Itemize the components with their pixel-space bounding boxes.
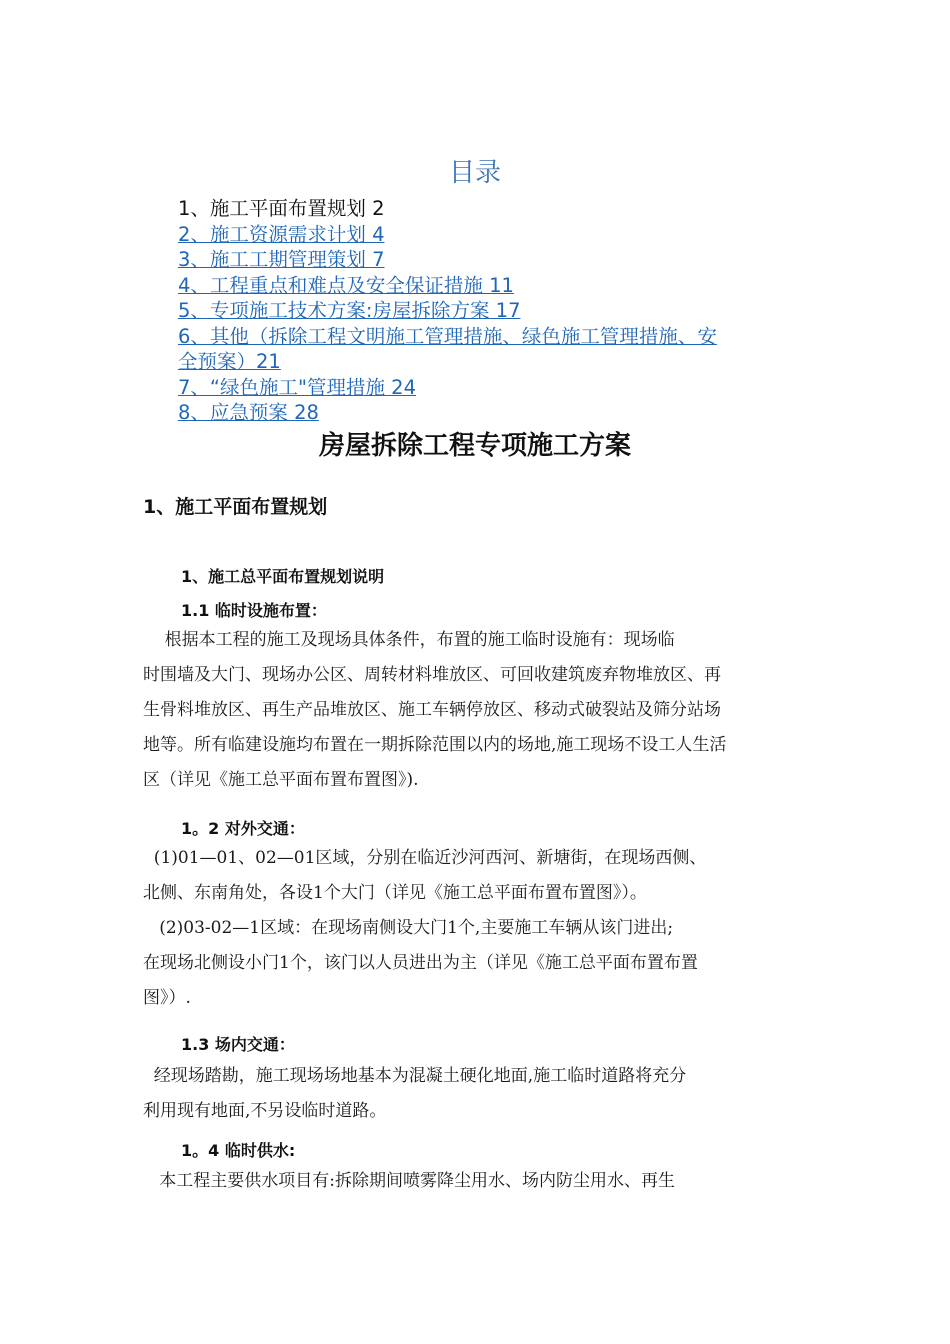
toc-link-6-cont[interactable]: 全预案）21	[178, 350, 281, 373]
text-line: 生骨料堆放区、再生产品堆放区、施工车辆停放区、移动式破裂站及筛分站场	[143, 700, 721, 720]
subsection-heading: 1、施工总平面布置规划说明	[181, 567, 385, 586]
toc-link-2[interactable]: 2、施工资源需求计划 4	[178, 222, 385, 246]
toc-link-6[interactable]: 6、其他（拆除工程文明施工管理措施、绿色施工管理措施、安	[178, 324, 717, 348]
heading-1-3: 1.3 场内交通：	[181, 1035, 295, 1054]
heading-1-1: 1.1 临时设施布置：	[181, 601, 327, 620]
text-line: 地等。所有临建设施均布置在一期拆除范围以内的场地,施工现场不设工人生活	[143, 735, 727, 755]
text-line: 利用现有地面,不另设临时道路。	[143, 1101, 387, 1121]
table-of-contents	[178, 196, 818, 426]
text-line: 时围墙及大门、现场办公区、周转材料堆放区、可回收建筑废弃物堆放区、再	[143, 665, 721, 685]
document-title: 房屋拆除工程专项施工方案	[318, 431, 631, 461]
text-line: (1)01—01、02—01区域，分别在临近沙河西河、新塘街，在现场西侧、	[143, 848, 707, 868]
text-line: 北侧、东南角处，各设1个大门（详见《施工总平面布置布置图》）。	[143, 883, 647, 903]
section-heading: 1、施工平面布置规划	[143, 496, 328, 518]
text-line: 在现场北侧设小门1个，该门以人员进出为主（详见《施工总平面布置布置	[143, 953, 698, 973]
paragraph-1-4	[143, 1164, 813, 1199]
text-line: 本工程主要供水项目有:拆除期间喷雾降尘用水、场内防尘用水、再生	[143, 1171, 675, 1191]
toc-link-3[interactable]: 3、施工工期管理策划 7	[178, 248, 385, 271]
toc-link-8[interactable]: 8、应急预案 28	[178, 401, 319, 424]
text-line: 根据本工程的施工及现场具体条件，布置的施工临时设施有：现场临	[143, 630, 675, 650]
heading-1-4: 1。4 临时供水:	[181, 1141, 296, 1160]
paragraph-1-3	[143, 1059, 813, 1129]
toc-link-4[interactable]: 4、工程重点和难点及安全保证措施 11	[178, 273, 514, 297]
paragraph-1-2	[143, 841, 813, 1016]
toc-link-5[interactable]: 5、专项施工技术方案:房屋拆除方案 17	[178, 299, 521, 322]
text-line: 图》）.	[143, 988, 191, 1008]
paragraph-1-1	[143, 623, 813, 798]
text-line: (2)03-02—1区域：在现场南侧设大门1个,主要施工车辆从该门进出;	[143, 918, 674, 938]
toc-link-7[interactable]: 7、“绿色施工"管理措施 24	[178, 375, 416, 399]
toc-title: 目录	[448, 158, 501, 188]
heading-1-2: 1。2 对外交通：	[181, 819, 305, 838]
toc-item-1: 1、施工平面布置规划 2	[178, 197, 385, 220]
text-line: 经现场踏勘，施工现场场地基本为混凝土硬化地面,施工临时道路将充分	[143, 1066, 687, 1086]
text-line: 区（详见《施工总平面布置布置图》).	[143, 770, 419, 790]
